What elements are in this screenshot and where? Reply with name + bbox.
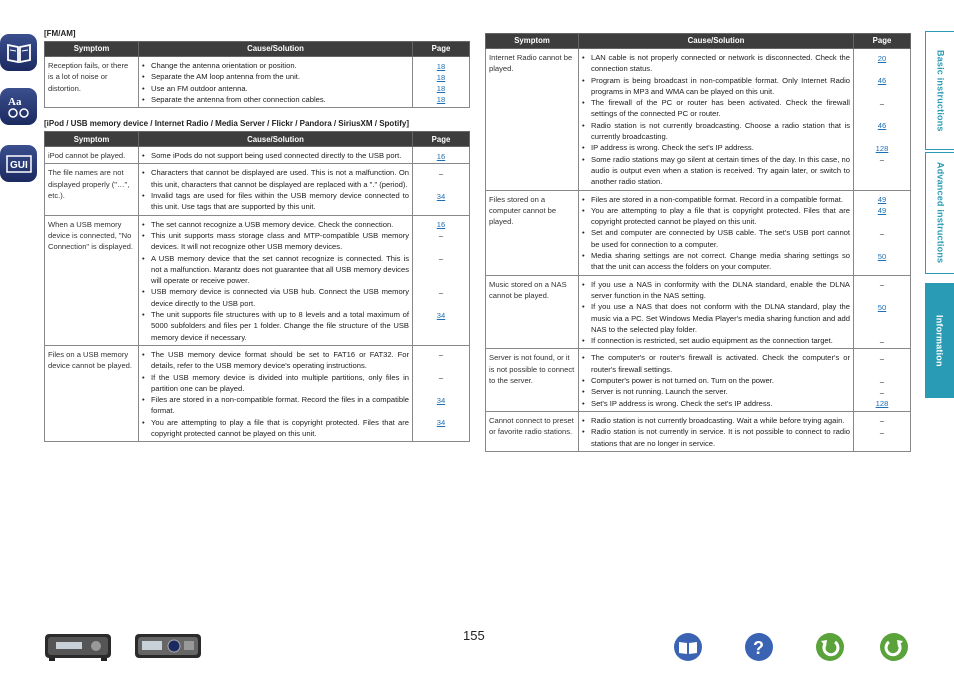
book-icon[interactable] — [0, 34, 37, 71]
table-row — [486, 275, 911, 349]
cause-item — [582, 205, 850, 228]
bullet-icon: • — [142, 83, 145, 93]
bullet-icon: • — [142, 287, 145, 297]
cause-text: Files are stored in a non-compatible format. Record the files in a compatible format. — [151, 395, 409, 416]
bullet-icon: • — [582, 376, 585, 386]
cause-cell — [579, 49, 854, 191]
bullet-icon: • — [582, 279, 585, 289]
cause-item — [142, 372, 409, 395]
cause-text: The set cannot recognize a USB memory device. Check the connection. — [151, 219, 394, 229]
cause-item — [142, 94, 409, 105]
bullet-icon: • — [582, 353, 585, 363]
symptom-cell: The file names are not displayed properly ("…", etc.). — [45, 164, 139, 215]
cause-text: If the USB memory device is divided into multiple partitions, only files in partition one can be played. — [151, 372, 409, 393]
bullet-icon: • — [142, 395, 145, 405]
fm-am-table — [44, 41, 470, 108]
page-link[interactable]: 16 — [436, 151, 446, 161]
page-link[interactable]: 34 — [436, 191, 446, 201]
cause-item — [582, 154, 850, 188]
bullet-icon: • — [142, 230, 145, 240]
cause-text: Invalid tags are used for files within the USB memory device connected to this unit. Use tags that are supported by this unit. — [151, 191, 409, 212]
symptom-header: Symptom — [45, 42, 139, 57]
cause-item — [142, 219, 409, 230]
page-dash: – — [879, 387, 885, 397]
right-column — [485, 33, 911, 452]
page-dash: – — [879, 280, 885, 290]
bullet-icon: • — [582, 53, 585, 62]
tab-advanced-instructions[interactable] — [925, 152, 954, 274]
tab-information[interactable] — [925, 283, 954, 398]
table-row — [486, 349, 911, 411]
page-cell — [413, 215, 470, 345]
cause-text: Program is being broadcast in non-compatible format. Only Internet Radio programs in MP3 and WMA can be played on this unit. — [591, 75, 850, 96]
page-cell — [854, 349, 911, 411]
cause-cell — [579, 411, 854, 451]
bullet-icon: • — [582, 154, 585, 164]
page-link[interactable]: 49 — [877, 206, 887, 216]
help-icon[interactable] — [744, 632, 774, 667]
cause-text: Radio station is not currently broadcasting. Wait a while before trying again. — [591, 415, 845, 425]
page-link[interactable]: 18 — [436, 61, 446, 71]
tab-basic-instructions[interactable] — [925, 31, 954, 150]
page-dash: – — [438, 231, 444, 241]
cause-item — [142, 309, 409, 343]
cause-header: Cause/Solution — [139, 132, 413, 147]
page-dash: – — [879, 353, 885, 363]
page-cell — [413, 57, 470, 108]
cause-item — [582, 97, 850, 120]
bullet-icon: • — [582, 251, 585, 261]
cause-item — [582, 386, 850, 397]
cause-item — [582, 426, 850, 449]
table-row — [45, 164, 470, 215]
manual-icon[interactable] — [673, 632, 703, 667]
page-link[interactable]: 34 — [436, 395, 446, 405]
cause-item — [142, 83, 409, 94]
cause-text: Use an FM outdoor antenna. — [151, 83, 248, 93]
table-row — [45, 57, 470, 108]
ipod-title: [iPod / USB memory device / Internet Radio / Media Server / Flickr / Pandora / SiriusXM / Spotify] — [44, 119, 409, 129]
cause-item — [142, 190, 409, 213]
symptom-cell: Reception fails, or there is a lot of noise or distortion. — [45, 57, 139, 108]
cause-item — [142, 230, 409, 253]
bullet-icon: • — [582, 228, 585, 238]
cause-text: The firewall of the PC or router has been activated. Check the firewall settings of the connected PC or router. — [591, 98, 850, 119]
table-row — [486, 411, 911, 451]
cause-text: Computer's power is not turned on. Turn on the power. — [591, 376, 774, 386]
page-link[interactable]: 20 — [877, 53, 887, 63]
bullet-icon: • — [582, 120, 585, 130]
cause-text: The computer's or router's firewall is activated. Check the computer's or router's firewall settings. — [591, 353, 850, 374]
cause-item — [142, 71, 409, 82]
page-dash: – — [879, 155, 885, 165]
page-cell — [854, 190, 911, 275]
page-link[interactable]: 18 — [436, 72, 446, 82]
bullet-icon: • — [142, 417, 145, 427]
cause-cell — [139, 345, 413, 441]
page-dash: – — [879, 336, 885, 346]
cause-text: LAN cable is not properly connected or network is disconnected. Check the connection status. — [591, 53, 850, 74]
cause-item — [142, 286, 409, 309]
page-dash: – — [879, 98, 885, 108]
table-row — [45, 345, 470, 441]
page-link[interactable]: 16 — [436, 220, 446, 230]
cause-cell — [579, 190, 854, 275]
symptom-cell: Server is not found, or it is not possible to connect to the server. — [486, 349, 579, 411]
cause-text: Some radio stations may go silent at certain times of the day. In this case, no audio is output even when a station is received. Try again later, or switch to another radio station. — [591, 154, 850, 187]
cause-text: Some iPods do not support being used connected directly to the USB port. — [151, 151, 402, 161]
tab-basic-label: Basic instructions — [935, 49, 946, 132]
cause-text: You are attempting to play a file that is copyright protected. Files that are copyright protected cannot be played on this unit. — [151, 417, 409, 439]
page-link[interactable]: 34 — [436, 310, 446, 320]
cause-text: Separate the AM loop antenna from the unit. — [151, 72, 301, 82]
symptom-cell: When a USB memory device is connected, "No Connection" is displayed. — [45, 215, 139, 345]
page-dash: – — [879, 427, 885, 437]
bullet-icon: • — [582, 98, 585, 108]
bullet-icon: • — [142, 72, 145, 82]
cause-item — [582, 120, 850, 143]
cause-text: USB memory device is connected via USB hub. Connect the USB memory device directly to the USB port. — [151, 287, 409, 308]
cause-item — [582, 142, 850, 153]
cause-text: Files are stored in a non-compatible format. Record in a compatible format. — [591, 194, 843, 204]
cause-cell — [139, 57, 413, 108]
cause-text: You are attempting to play a file that is copyright protected. Files that are copyright protected cannot be played on this unit. — [591, 205, 850, 227]
page-link[interactable]: 34 — [436, 418, 446, 428]
left-column — [44, 29, 470, 442]
page-link[interactable]: 128 — [875, 399, 889, 409]
cause-text: Radio station is not currently in service. It is not possible to connect to radio stations that are no longer in service. — [591, 427, 850, 448]
cause-cell — [579, 349, 854, 411]
page-link[interactable]: 128 — [875, 143, 889, 153]
page-cell — [854, 275, 911, 349]
ipod-table — [44, 131, 470, 442]
cause-item — [582, 415, 850, 426]
cause-item — [142, 60, 409, 71]
bullet-icon: • — [142, 151, 145, 161]
page-cell — [413, 345, 470, 441]
cause-text: Set and computer are connected by USB cable. The set's USB port cannot be used for connection to a computer. — [591, 228, 850, 249]
back-icon[interactable] — [815, 632, 845, 667]
page-dash: – — [879, 416, 885, 426]
symptom-header: Symptom — [486, 34, 579, 49]
text-style-icon[interactable] — [0, 88, 37, 125]
network-table — [485, 33, 911, 452]
cause-text: If connection is restricted, set audio equipment as the connection target. — [591, 336, 833, 346]
cause-item — [582, 194, 850, 205]
page-dash: – — [438, 287, 444, 297]
cause-text: If you use a NAS that does not conform with the DLNA standard, play the music via a PC. Set Windows Media Player's media sharing function and add NAS to the selected play folder. — [591, 302, 850, 334]
page-link[interactable]: 18 — [436, 84, 446, 94]
page-cell — [854, 411, 911, 451]
cause-item — [582, 52, 850, 75]
symptom-cell: Files on a USB memory device cannot be played. — [45, 345, 139, 441]
page-link[interactable]: 50 — [877, 302, 887, 312]
cause-item — [582, 75, 850, 98]
cause-text: The USB memory device format should be set to FAT16 or FAT32. For details, refer to the USB memory device's operating instructions. — [151, 349, 409, 371]
cause-item — [142, 394, 409, 417]
page-link[interactable]: 46 — [877, 121, 887, 131]
cause-item — [142, 253, 409, 287]
cause-header: Cause/Solution — [139, 42, 413, 57]
cause-item — [582, 279, 850, 302]
page-link[interactable]: 50 — [877, 251, 887, 261]
page-link[interactable]: 18 — [436, 95, 446, 105]
bullet-icon: • — [582, 427, 585, 437]
bullet-icon: • — [582, 205, 585, 215]
page-cell — [854, 49, 911, 191]
cause-item — [582, 335, 850, 346]
cause-cell — [139, 147, 413, 164]
page-cell — [413, 164, 470, 215]
gui-icon[interactable] — [0, 145, 37, 182]
cause-text: If you use a NAS in conformity with the DLNA standard, enable the DLNA server function in the NAS setting. — [591, 279, 850, 300]
bullet-icon: • — [142, 310, 145, 320]
forward-icon[interactable] — [879, 632, 909, 667]
table-row — [45, 215, 470, 345]
svg-text:Aa: Aa — [7, 95, 21, 108]
cause-text: Server is not running. Launch the server. — [591, 387, 728, 397]
bullet-icon: • — [142, 94, 145, 104]
table-row — [45, 147, 470, 164]
svg-text:GUI: GUI — [9, 159, 28, 171]
symptom-cell: Cannot connect to preset or favorite radio stations. — [486, 411, 579, 451]
bullet-icon: • — [142, 219, 145, 229]
cause-header: Cause/Solution — [579, 34, 854, 49]
table-row — [486, 49, 911, 191]
cause-text: Set's IP address is wrong. Check the set's IP address. — [591, 398, 773, 408]
cause-item — [582, 227, 850, 250]
cause-item — [582, 398, 850, 409]
bullet-icon: • — [582, 336, 585, 346]
bullet-icon: • — [582, 75, 585, 85]
bullet-icon: • — [142, 253, 145, 263]
page-header: Page — [854, 34, 911, 49]
symptom-cell: Internet Radio cannot be played. — [486, 49, 579, 191]
page-number: 155 — [463, 628, 485, 643]
page-dash: – — [879, 228, 885, 238]
cause-item — [582, 250, 850, 273]
bullet-icon: • — [582, 194, 585, 204]
page-dash: – — [438, 254, 444, 264]
symptom-cell: Music stored on a NAS cannot be played. — [486, 275, 579, 349]
cause-cell — [139, 164, 413, 215]
cause-text: Radio station is not currently broadcasting. Choose a radio station that is currently broadcasting. — [591, 120, 850, 142]
bullet-icon: • — [142, 372, 145, 382]
cause-item — [582, 375, 850, 386]
page-link[interactable]: 46 — [877, 76, 887, 86]
bullet-icon: • — [142, 349, 145, 359]
cause-text: Media sharing settings are not correct. Change media sharing settings so that the unit can access the folders on your computer. — [591, 251, 850, 272]
tab-advanced-label: Advanced instructions — [935, 162, 946, 264]
cause-text: IP address is wrong. Check the set's IP address. — [591, 143, 754, 153]
cause-cell — [139, 215, 413, 345]
receiver-front-icon[interactable] — [44, 632, 112, 667]
remote-control-icon[interactable] — [134, 632, 202, 667]
cause-text: Change the antenna orientation or position. — [151, 61, 297, 70]
page-cell — [413, 147, 470, 164]
page-header: Page — [413, 42, 470, 57]
cause-text: This unit supports mass storage class and MTP-compatible USB memory devices. It will not recognize other USB memory devices. — [151, 230, 409, 252]
cause-item — [582, 352, 850, 375]
page-link[interactable]: 49 — [877, 195, 887, 205]
symptom-header: Symptom — [45, 132, 139, 147]
tab-information-label: Information — [934, 314, 945, 367]
cause-cell — [579, 275, 854, 349]
cause-text: Separate the antenna from other connection cables. — [151, 94, 326, 104]
bullet-icon: • — [582, 415, 585, 425]
table-row — [486, 190, 911, 275]
page-dash: – — [438, 350, 444, 360]
bullet-icon: • — [582, 302, 585, 312]
symptom-cell: Files stored on a computer cannot be played. — [486, 190, 579, 275]
page-dash: – — [438, 168, 444, 178]
bullet-icon: • — [582, 398, 585, 408]
cause-text: The unit supports file structures with up to 8 levels and a total maximum of 5000 subfolders and files per 1 folder. Change the file structure of the USB memory device if necessary. — [151, 310, 409, 342]
fm-am-title: [FM/AM] — [44, 29, 76, 38]
bullet-icon: • — [142, 61, 145, 70]
bullet-icon: • — [142, 168, 145, 178]
symptom-cell: iPod cannot be played. — [45, 147, 139, 164]
cause-text: A USB memory device that the set cannot recognize is connected. This is not a malfunction. Marantz does not guarantee that all USB memory devices will operate or receive power. — [151, 253, 409, 286]
cause-item — [582, 301, 850, 335]
cause-text: Characters that cannot be displayed are used. This is not a malfunction. On this unit, characters that cannot be displayed are replaced with a "." (period). — [151, 168, 409, 189]
bullet-icon: • — [582, 387, 585, 397]
cause-item — [142, 167, 409, 190]
bullet-icon: • — [142, 191, 145, 201]
bullet-icon: • — [582, 143, 585, 153]
cause-item — [142, 150, 409, 161]
cause-item — [142, 349, 409, 372]
svg-text:?: ? — [753, 638, 764, 658]
page-header: Page — [413, 132, 470, 147]
cause-item — [142, 417, 409, 440]
page-dash: – — [438, 373, 444, 383]
page-dash: – — [879, 376, 885, 386]
